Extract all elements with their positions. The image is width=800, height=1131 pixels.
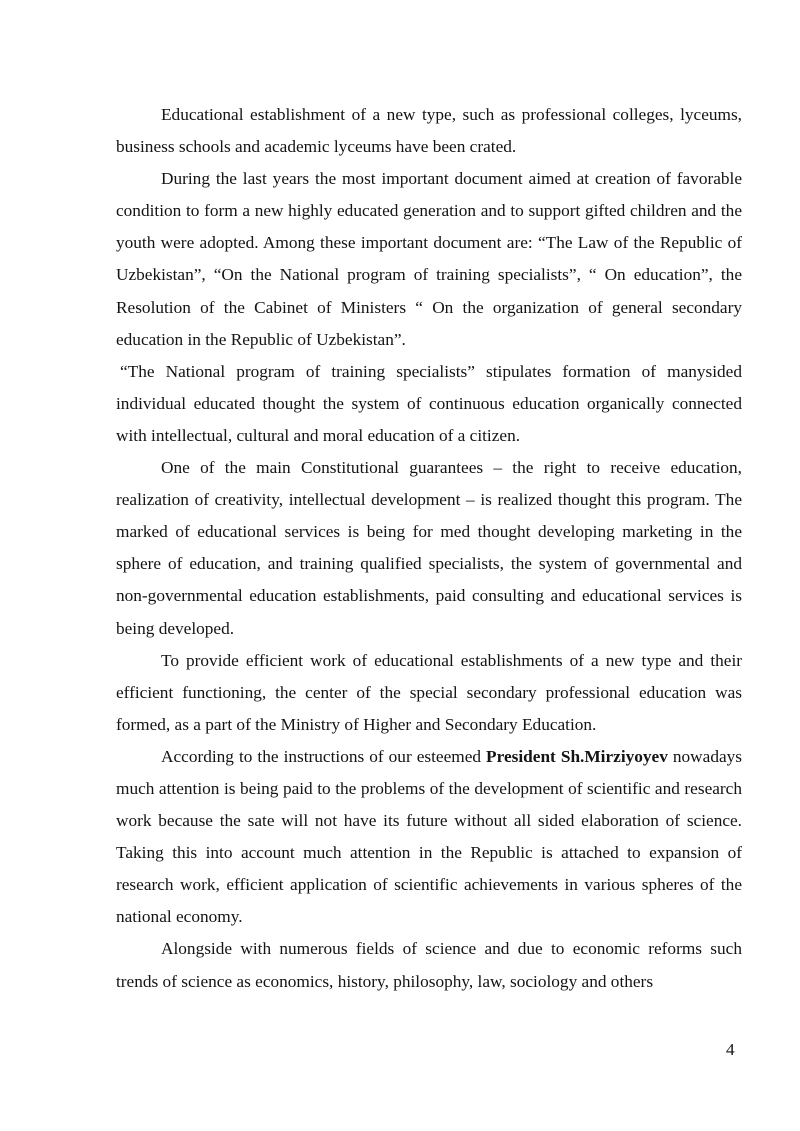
body-text [116, 99, 742, 998]
page-number: 4 [726, 1040, 735, 1059]
paragraph-4: One of the main Constitutional guarantees – the right to receive education, realization of creativity, intellectual development – is realized thought this program. The marked of educational services is being for med thought developing marketing in the sphere of education, and training qualified specialists, the system of governmental and non-governmental education establishments, paid consulting and educational services is being developed. [116, 458, 742, 638]
president-name: President Sh.Mirziyoyev [486, 746, 668, 766]
paragraph-6-intro: According to the instructions of our esteemed [161, 746, 487, 766]
paragraph-6-rest: nowadays much attention is being paid to the problems of the development of scientific and research work because the sate will not have its future without all sided elaboration of science. Taking this into account much attention in the Republic is attached to expansion of research work, efficient application of scientific achievements in various spheres of the national economy. [116, 746, 742, 927]
paragraph-7: Alongside with numerous fields of science and due to economic reforms such trends of science as economics, history, philosophy, law, sociology and others [116, 939, 742, 991]
paragraph-6 [116, 741, 742, 934]
paragraph-5: To provide efficient work of educational establishments of a new type and their efficient functioning, the center of the special secondary professional education was formed, as a part of the Ministry of Higher and Secondary Education. [116, 650, 742, 734]
paragraph-3: “The National program of training specialists” stipulates formation of manysided individual educated thought the system of continuous education organically connected with intellectual, cultural and moral education of a citizen. [116, 361, 742, 445]
paragraph-1: Educational establishment of a new type, such as professional colleges, lyceums, business schools and academic lyceums have been crated. [116, 105, 742, 157]
paragraph-2: During the last years the most important document aimed at creation of favorable condition to form a new highly educated generation and to support gifted children and the youth were adopted. Among these important document are: “The Law of the Republic of Uzbekistan”, “On the National program of training specialists”, “ On education”, the Resolution of the Cabinet of Ministers “ On the organization of general secondary education in the Republic of Uzbekistan”. [116, 169, 742, 349]
